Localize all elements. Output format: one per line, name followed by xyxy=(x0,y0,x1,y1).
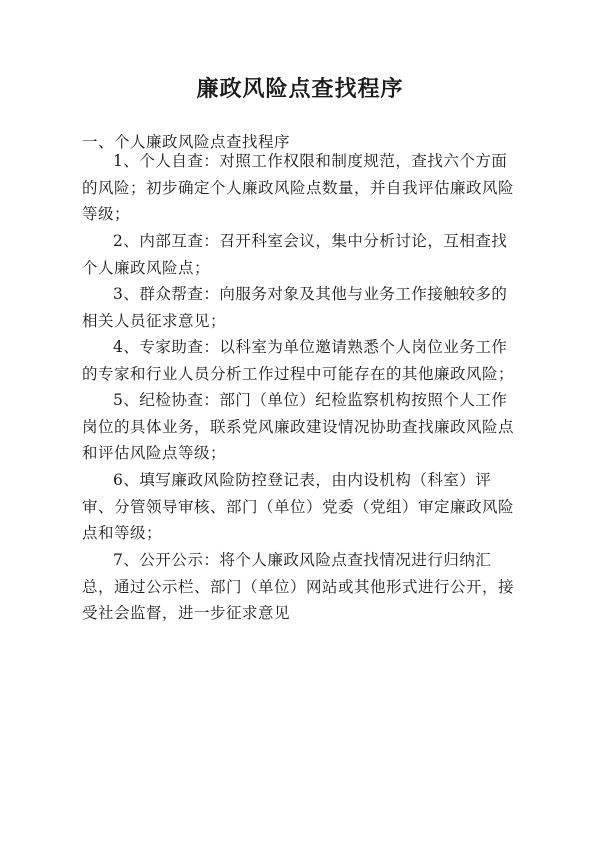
step-3-text: 3、群众帮查：向服务对象及其他与业务工作接触较多的相关人员征求意见； xyxy=(82,285,508,330)
procedure-step-4 xyxy=(82,334,522,387)
procedure-step-2 xyxy=(82,228,522,281)
step-4-text: 4、专家助查：以科室为单位邀请熟悉个人岗位业务工作的专家和行业人员分析工作过程中可能存在的其他廉政风险； xyxy=(82,338,515,383)
section-heading: 一、个人廉政风险点查找程序 xyxy=(82,133,291,151)
step-1-text: 1、个人自查：对照工作权限和制度规范，查找六个方面的风险；初步确定个人廉政风险点数量，并自我评估廉政风险等级； xyxy=(82,152,515,224)
step-5-text: 5、纪检协查：部门（单位）纪检监察机构按照个人工作岗位的具体业务，联系党风廉政建设情况协助查找廉政风险点和评估风险点等级； xyxy=(82,391,515,463)
procedure-step-5 xyxy=(82,387,522,467)
page-title: 廉政风险点查找程序 xyxy=(196,76,404,102)
step-2-text: 2、内部互查：召开科室会议，集中分析讨论，互相查找个人廉政风险点； xyxy=(82,232,508,277)
procedure-step-3 xyxy=(82,281,522,334)
procedure-step-7 xyxy=(82,547,522,627)
procedure-step-1 xyxy=(82,148,522,228)
step-7-text: 7、公开公示：将个人廉政风险点查找情况进行归纳汇总，通过公示栏、部门（单位）网站或其他形式进行公开，接受社会监督，进一步征求意见 xyxy=(82,551,515,623)
step-6-text: 6、填写廉政风险防控登记表，由内设机构（科室）评审、分管领导审核、部门（单位）党委（党组）审定廉政风险点和等级； xyxy=(82,471,515,543)
procedure-step-6 xyxy=(82,467,522,547)
